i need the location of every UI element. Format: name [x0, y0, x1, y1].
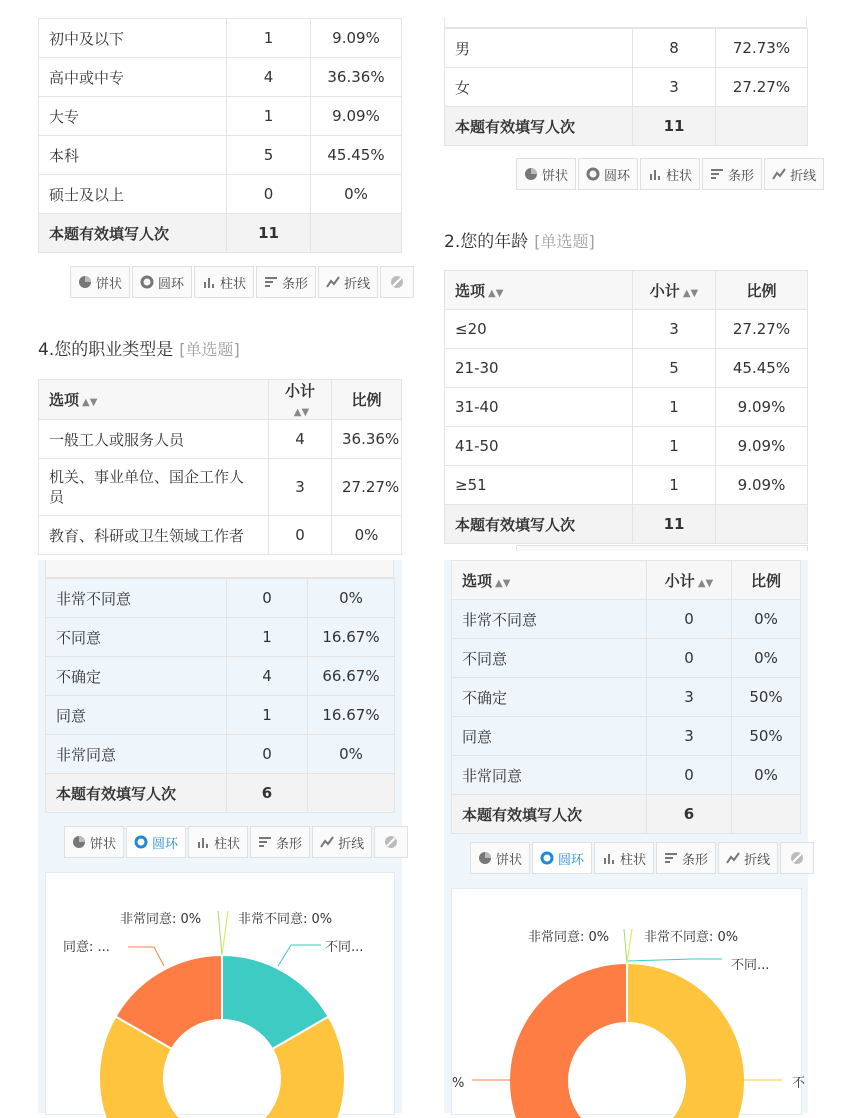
leader-line	[624, 929, 627, 963]
count-cell: 0	[647, 639, 732, 678]
option-cell: 不同意	[452, 639, 647, 678]
data-label: 非常同意: 0%	[120, 911, 201, 927]
question-type: [单选题]	[179, 340, 240, 359]
bar-chart-button[interactable]	[250, 826, 310, 858]
q2-table-panel	[444, 270, 807, 535]
data-label: %	[452, 1076, 464, 1091]
percent-header: 比例	[716, 271, 808, 310]
ring-chart-button[interactable]	[532, 842, 592, 874]
column-chart-button[interactable]	[640, 158, 700, 190]
disable-icon	[790, 851, 804, 865]
column-chart-label: 柱状	[214, 833, 240, 852]
percent-cell: 0%	[308, 579, 395, 618]
table-row	[39, 97, 402, 136]
count-cell: 3	[633, 68, 716, 107]
total-count: 6	[227, 774, 308, 813]
pie-chart-icon	[72, 835, 86, 849]
ring-chart-label: 圆环	[604, 165, 630, 184]
donut-svg	[46, 873, 394, 1114]
count-cell: 0	[647, 756, 732, 795]
table-row	[39, 19, 402, 58]
bar-chart-icon	[664, 851, 678, 865]
count-cell: 1	[227, 696, 308, 735]
hide-chart-button[interactable]	[380, 266, 414, 298]
column-chart-button[interactable]	[194, 266, 254, 298]
line-chart-button[interactable]	[318, 266, 378, 298]
bar-chart-button[interactable]	[656, 842, 716, 874]
chart-type-toolbar	[64, 826, 408, 858]
bar-chart-label: 条形	[276, 833, 302, 852]
percent-cell: 72.73%	[716, 29, 808, 68]
chart-type-toolbar	[470, 842, 814, 874]
empty-cell	[732, 795, 801, 834]
column-chart-label: 柱状	[666, 165, 692, 184]
line-chart-label: 折线	[338, 833, 364, 852]
option-cell: 不确定	[46, 657, 227, 696]
option-cell: 初中及以下	[39, 19, 227, 58]
count-cell: 1	[227, 618, 308, 657]
ring-chart-button[interactable]	[578, 158, 638, 190]
question-4-title	[38, 335, 240, 360]
donut-slice-同意[interactable]	[509, 963, 627, 1118]
option-cell: 硕士及以上	[39, 175, 227, 214]
option-cell: 非常同意	[452, 756, 647, 795]
total-row	[445, 505, 808, 544]
ring-chart-icon	[586, 167, 600, 181]
line-chart-icon	[326, 275, 340, 289]
sort-icon: ▲▼	[495, 578, 510, 589]
table-row	[39, 459, 402, 516]
percent-cell: 0%	[732, 600, 801, 639]
count-cell: 1	[633, 388, 716, 427]
ring-chart-label: 圆环	[158, 273, 184, 292]
bar-chart-button[interactable]	[256, 266, 316, 298]
count-cell: 1	[633, 427, 716, 466]
count-cell: 5	[633, 349, 716, 388]
option-cell: 同意	[46, 696, 227, 735]
table-row	[46, 657, 395, 696]
percent-cell: 9.09%	[311, 97, 402, 136]
total-label: 本题有效填写人次	[445, 107, 633, 146]
disable-icon	[384, 835, 398, 849]
pie-chart-icon	[524, 167, 538, 181]
hide-chart-button[interactable]	[780, 842, 814, 874]
likert-left-panel	[45, 560, 394, 813]
chart-type-toolbar	[70, 266, 414, 298]
count-cell: 1	[633, 466, 716, 505]
table-row	[452, 600, 801, 639]
count-cell: 1	[227, 19, 311, 58]
line-chart-button[interactable]	[312, 826, 372, 858]
leader-line	[222, 911, 228, 955]
percent-cell: 0%	[308, 735, 395, 774]
count-cell: 3	[647, 717, 732, 756]
total-count: 6	[647, 795, 732, 834]
column-chart-icon	[202, 275, 216, 289]
option-cell: 不同意	[46, 618, 227, 657]
option-cell: 非常不同意	[46, 579, 227, 618]
empty-cell	[308, 774, 395, 813]
table-row	[445, 388, 808, 427]
percent-cell: 9.09%	[311, 19, 402, 58]
chart-type-toolbar	[516, 158, 824, 190]
count-cell: 4	[227, 58, 311, 97]
percent-cell: 0%	[732, 756, 801, 795]
line-chart-label: 折线	[790, 165, 816, 184]
question-type: [单选题]	[534, 232, 595, 251]
q2-table	[444, 270, 808, 544]
table-header	[445, 271, 808, 310]
count-cell: 3	[269, 459, 332, 516]
count-cell: 1	[227, 97, 311, 136]
gender-table	[444, 28, 808, 146]
data-label: 非常不同意: 0%	[644, 929, 738, 945]
table-row	[39, 136, 402, 175]
count-cell: 4	[269, 420, 332, 459]
total-row	[452, 795, 801, 834]
percent-cell: 50%	[732, 717, 801, 756]
table-header	[452, 561, 801, 600]
column-chart-icon	[648, 167, 662, 181]
sort-icon: ▲▼	[683, 288, 698, 299]
line-chart-button[interactable]	[764, 158, 824, 190]
line-chart-button[interactable]	[718, 842, 778, 874]
option-cell: 教育、科研或卫生领域工作者	[39, 516, 269, 555]
count-cell: 4	[227, 657, 308, 696]
column-chart-button[interactable]	[594, 842, 654, 874]
data-label: 同意: ...	[63, 940, 110, 955]
option-cell: 机关、事业单位、国企工作人员	[39, 459, 269, 516]
q4-table-panel	[38, 379, 401, 549]
q4-table	[38, 379, 402, 555]
donut-chart-right	[451, 888, 802, 1115]
bar-chart-label: 条形	[682, 849, 708, 868]
table-header	[39, 380, 402, 420]
bar-chart-icon	[258, 835, 272, 849]
percent-cell: 27.27%	[716, 68, 808, 107]
pie-chart-label: 饼状	[496, 849, 522, 868]
bar-chart-button[interactable]	[702, 158, 762, 190]
ring-chart-button[interactable]	[126, 826, 186, 858]
empty-cell	[716, 505, 808, 544]
sort-icon: ▲▼	[294, 407, 309, 418]
percent-cell: 45.45%	[716, 349, 808, 388]
leader-line	[278, 945, 321, 966]
column-chart-label: 柱状	[220, 273, 246, 292]
sort-icon: ▲▼	[698, 578, 713, 589]
total-count: 11	[227, 214, 311, 253]
question-title-text: 4.您的职业类型是	[38, 340, 173, 360]
disable-icon	[390, 275, 404, 289]
count-cell: 5	[227, 136, 311, 175]
donut-slice-不确定[interactable]	[99, 1017, 345, 1118]
table-row	[445, 427, 808, 466]
table-row	[39, 175, 402, 214]
count-cell: 0	[227, 175, 311, 214]
line-chart-label: 折线	[344, 273, 370, 292]
option-cell: 本科	[39, 136, 227, 175]
percent-cell: 45.45%	[311, 136, 402, 175]
count-cell: 3	[647, 678, 732, 717]
table-row	[46, 579, 395, 618]
gender-table-panel	[444, 18, 807, 146]
percent-cell: 50%	[732, 678, 801, 717]
ring-chart-button[interactable]	[132, 266, 192, 298]
hide-chart-button[interactable]	[374, 826, 408, 858]
line-chart-label: 折线	[744, 849, 770, 868]
table-row	[452, 678, 801, 717]
data-label: 不	[792, 1076, 805, 1091]
count-header[interactable]: 小计▲▼	[269, 380, 332, 420]
pie-chart-icon	[78, 275, 92, 289]
option-cell: 同意	[452, 717, 647, 756]
option-header[interactable]: 选项 ▲▼	[445, 271, 633, 310]
table-row	[46, 735, 395, 774]
data-label: 不同...	[325, 940, 363, 955]
ring-chart-icon	[540, 851, 554, 865]
line-chart-icon	[320, 835, 334, 849]
table-row	[445, 310, 808, 349]
ring-chart-icon	[134, 835, 148, 849]
bar-chart-label: 条形	[282, 273, 308, 292]
percent-cell: 36.36%	[332, 420, 402, 459]
table-row	[452, 756, 801, 795]
percent-cell: 27.27%	[716, 310, 808, 349]
percent-header: 比例	[732, 561, 801, 600]
total-count: 11	[633, 107, 716, 146]
option-cell: 41-50	[445, 427, 633, 466]
count-header[interactable]: 小计 ▲▼	[633, 271, 716, 310]
percent-cell: 9.09%	[716, 427, 808, 466]
ring-chart-icon	[140, 275, 154, 289]
count-cell: 0	[227, 735, 308, 774]
line-chart-icon	[726, 851, 740, 865]
total-count: 11	[633, 505, 716, 544]
bar-chart-label: 条形	[728, 165, 754, 184]
total-label: 本题有效填写人次	[39, 214, 227, 253]
option-cell: 非常同意	[46, 735, 227, 774]
likert-right-panel	[451, 560, 800, 830]
data-label: 非常同意: 0%	[528, 929, 609, 945]
percent-cell: 9.09%	[716, 388, 808, 427]
percent-cell: 9.09%	[716, 466, 808, 505]
percent-cell: 0%	[332, 516, 402, 555]
line-chart-icon	[772, 167, 786, 181]
donut-slice-不确定[interactable]	[627, 963, 745, 1118]
table-row	[452, 639, 801, 678]
education-table	[38, 18, 402, 253]
pie-chart-button[interactable]	[470, 842, 530, 874]
count-cell: 0	[227, 579, 308, 618]
count-cell: 8	[633, 29, 716, 68]
option-header[interactable]: 选项 ▲▼	[452, 561, 647, 600]
option-cell: 男	[445, 29, 633, 68]
percent-cell: 66.67%	[308, 657, 395, 696]
column-chart-label: 柱状	[620, 849, 646, 868]
ring-chart-label: 圆环	[558, 849, 584, 868]
pie-chart-button[interactable]	[64, 826, 124, 858]
bar-chart-icon	[264, 275, 278, 289]
clipped-toolbar-edge	[516, 545, 808, 551]
percent-cell: 0%	[732, 639, 801, 678]
column-chart-icon	[196, 835, 210, 849]
total-label: 本题有效填写人次	[46, 774, 227, 813]
leader-line	[628, 959, 722, 961]
option-cell: 不确定	[452, 678, 647, 717]
pie-chart-icon	[478, 851, 492, 865]
table-row	[445, 466, 808, 505]
option-cell: 女	[445, 68, 633, 107]
total-row	[445, 107, 808, 146]
leader-line	[627, 929, 632, 963]
option-cell: 21-30	[445, 349, 633, 388]
sort-icon: ▲▼	[488, 288, 503, 299]
percent-cell: 16.67%	[308, 618, 395, 657]
bar-chart-icon	[710, 167, 724, 181]
donut-chart-left	[45, 872, 395, 1115]
option-header[interactable]: 选项 ▲▼	[39, 380, 269, 420]
total-label: 本题有效填写人次	[452, 795, 647, 834]
option-cell: 31-40	[445, 388, 633, 427]
option-cell: 一般工人或服务人员	[39, 420, 269, 459]
leader-line	[218, 911, 222, 955]
ring-chart-label: 圆环	[152, 833, 178, 852]
count-cell: 0	[647, 600, 732, 639]
likert-left-table	[45, 578, 395, 813]
table-row	[39, 58, 402, 97]
option-cell: 高中或中专	[39, 58, 227, 97]
data-label: 不同...	[731, 958, 769, 973]
donut-svg	[452, 889, 801, 1114]
option-cell: 非常不同意	[452, 600, 647, 639]
table-row	[39, 420, 402, 459]
count-header[interactable]: 小计 ▲▼	[647, 561, 732, 600]
total-row	[46, 774, 395, 813]
percent-cell: 16.67%	[308, 696, 395, 735]
data-label: 非常不同意: 0%	[238, 911, 332, 927]
likert-right-table	[451, 560, 801, 834]
pie-chart-button[interactable]	[70, 266, 130, 298]
percent-header: 比例	[332, 380, 402, 420]
table-row	[452, 717, 801, 756]
pie-chart-label: 饼状	[542, 165, 568, 184]
percent-cell: 0%	[311, 175, 402, 214]
count-cell: 3	[633, 310, 716, 349]
percent-cell: 36.36%	[311, 58, 402, 97]
table-row	[39, 516, 402, 555]
empty-cell	[716, 107, 808, 146]
table-row	[46, 696, 395, 735]
table-row	[445, 29, 808, 68]
option-cell: ≤20	[445, 310, 633, 349]
question-2-title	[444, 227, 595, 252]
pie-chart-label: 饼状	[90, 833, 116, 852]
table-row	[445, 68, 808, 107]
table-row	[445, 349, 808, 388]
option-cell: ≥51	[445, 466, 633, 505]
pie-chart-label: 饼状	[96, 273, 122, 292]
total-label: 本题有效填写人次	[445, 505, 633, 544]
column-chart-icon	[602, 851, 616, 865]
education-table-panel	[38, 18, 401, 254]
percent-cell: 27.27%	[332, 459, 402, 516]
count-cell: 0	[269, 516, 332, 555]
option-cell: 大专	[39, 97, 227, 136]
sort-icon: ▲▼	[82, 397, 97, 408]
total-row	[39, 214, 402, 253]
table-row	[46, 618, 395, 657]
empty-cell	[311, 214, 402, 253]
pie-chart-button[interactable]	[516, 158, 576, 190]
leader-line	[128, 947, 164, 966]
question-title-text: 2.您的年龄	[444, 232, 528, 252]
column-chart-button[interactable]	[188, 826, 248, 858]
